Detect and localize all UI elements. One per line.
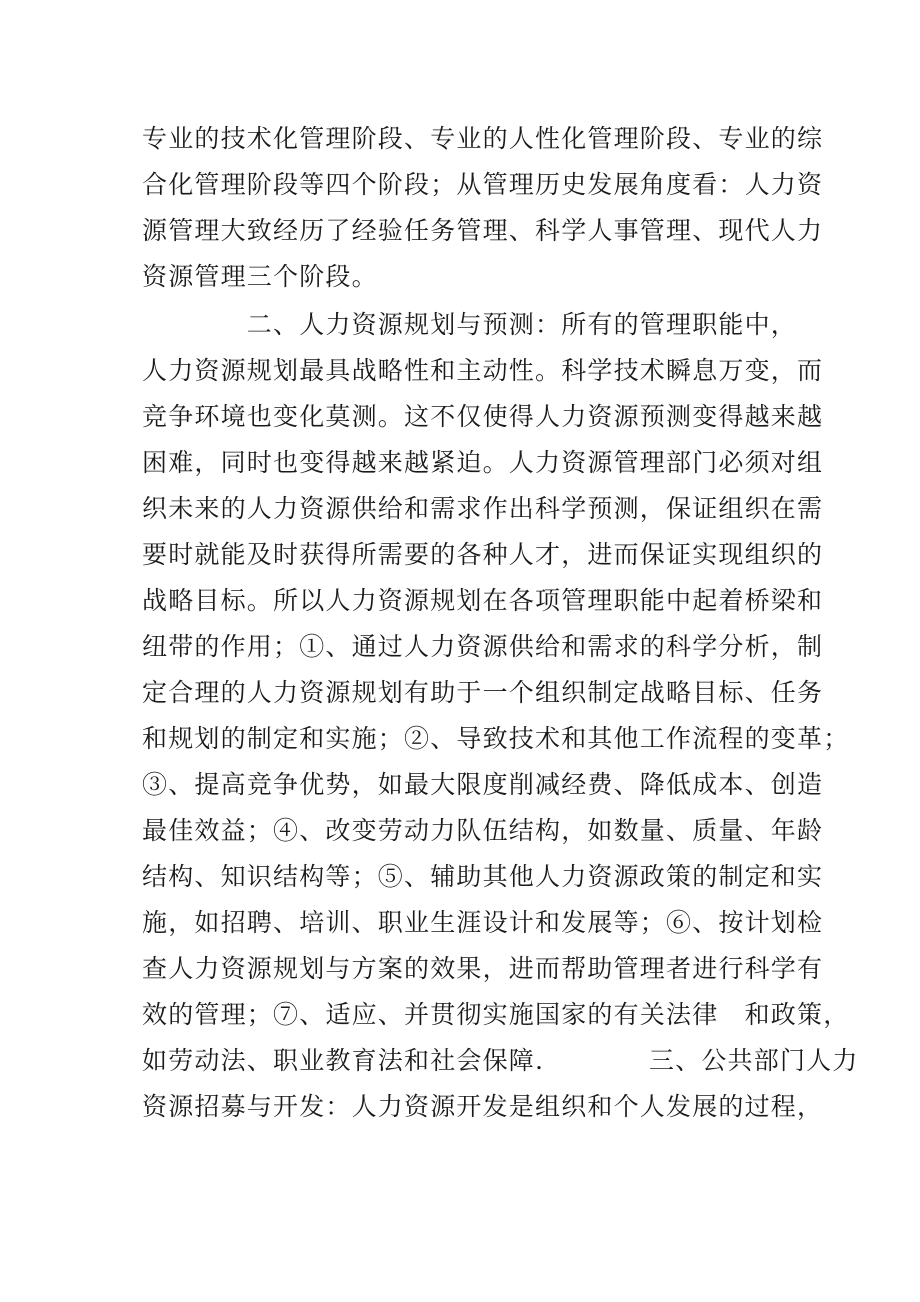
text-line: ③、提高竞争优势，如最大限度削减经费、降低成本、创造 — [142, 770, 824, 799]
text-line: 困难，同时也变得越来越紧迫。人力资源管理部门必须对组 — [142, 448, 824, 477]
text-line: 效的管理；⑦、适应、并贯彻实施国家的有关法律 和政策， — [142, 1000, 850, 1029]
text-line: 最佳效益；④、改变劳动力队伍结构，如数量、质量、年龄 — [142, 816, 824, 845]
text-line: 专业的技术化管理阶段、专业的人性化管理阶段、专业的综 — [142, 124, 824, 153]
text-line: 要时就能及时获得所需要的各种人才，进而保证实现组织的 — [142, 540, 824, 569]
text-line: 战略目标。所以人力资源规划在各项管理职能中起着桥梁和 — [142, 586, 824, 615]
text-line: 织未来的人力资源供给和需求作出科学预测，保证组织在需 — [142, 494, 824, 523]
text-line: 纽带的作用；①、通过人力资源供给和需求的科学分析，制 — [142, 632, 824, 661]
text-line: 和规划的制定和实施；②、导致技术和其他工作流程的变革； — [142, 724, 850, 753]
text-line: 合化管理阶段等四个阶段；从管理历史发展角度看：人力资 — [142, 170, 824, 199]
text-line: 资源招募与开发：人力资源开发是组织和个人发展的过程， — [142, 1092, 824, 1121]
text-line: 源管理大致经历了经验任务管理、科学人事管理、现代人力 — [142, 216, 824, 245]
text-line: 如劳动法、职业教育法和社会保障. 三、公共部门人力 — [142, 1046, 859, 1075]
text-line: 查人力资源规划与方案的效果，进而帮助管理者进行科学有 — [142, 954, 824, 983]
text-line: 施，如招聘、培训、职业生涯设计和发展等；⑥、按计划检 — [142, 908, 824, 937]
text-line: 人力资源规划最具战略性和主动性。科学技术瞬息万变，而 — [142, 356, 824, 385]
text-line: 竞争环境也变化莫测。这不仅使得人力资源预测变得越来越 — [142, 402, 824, 431]
text-line: 结构、知识结构等；⑤、辅助其他人力资源政策的制定和实 — [142, 862, 824, 891]
section-heading-line: 二、人力资源规划与预测：所有的管理职能中， — [142, 310, 798, 339]
text-line: 资源管理三个阶段。 — [142, 262, 378, 291]
text-line: 定合理的人力资源规划有助于一个组织制定战略目标、任务 — [142, 678, 824, 707]
